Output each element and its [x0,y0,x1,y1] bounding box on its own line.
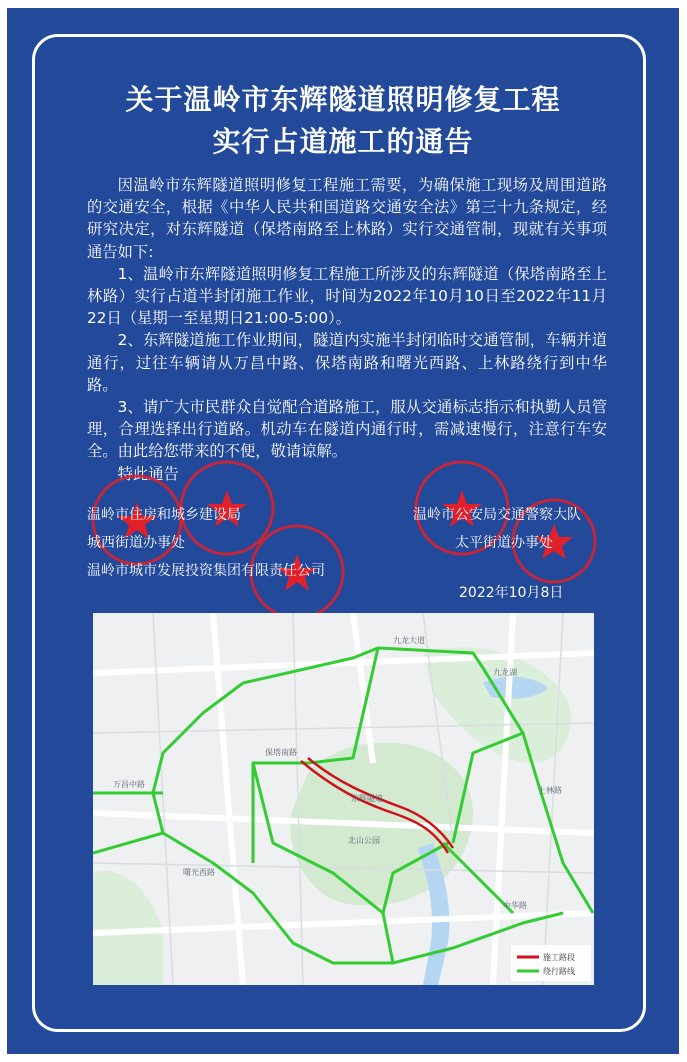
map-label-baota: 保塔南路 [265,748,297,757]
legend-construction: 施工路段 [543,953,575,962]
map-label-jiulong: 九龙大道 [393,636,425,645]
notice-closing: 特此通告 [117,464,179,483]
map-label-lake: 九龙湖 [493,668,517,677]
notice-poster [7,8,679,1054]
map-label-beishan: 北山公园 [348,836,380,845]
map-label-shanglin: 上林路 [538,786,562,795]
notice-body [87,174,607,485]
map-label-tunnel: 东辉隧道 [351,794,383,803]
park-area-icon [423,647,571,763]
detour-map [93,613,594,985]
map-label-zhonghua: 中华路 [503,901,527,910]
notice-date: 2022年10月8日 [459,585,564,601]
notice-paragraph-1: 1、温岭市东辉隧道照明修复工程施工所涉及的东辉隧道（保塔南路至上林路）实行占道半封闭施工作业，时间为2022年10月10日至2022年11月22日（星期一至星期日21:00-5:00）。 [87,264,607,328]
legend-detour: 绕行路线 [543,967,575,976]
signatory-traffic-police: 温岭市公安局交通警察大队 [413,507,581,523]
notice-title-line2: 实行占道施工的通告 [212,125,474,158]
map-label-shuguang: 曙光西路 [183,868,215,877]
notice-title-line1: 关于温岭市东辉隧道照明修复工程 [125,83,561,116]
notice-paragraph-intro: 因温岭市东辉隧道照明修复工程施工需要，为确保施工现场及周围道路的交通安全，根据《中华人民共和国道路交通安全法》第三十九条规定，经研究决定，对东辉隧道（保塔南路至上林路）实行交通管制，现就有关事项通告如下: [87,176,607,261]
map-label-wanchang: 万昌中路 [113,780,145,789]
signatory-housing-bureau: 温岭市住房和城乡建设局 [87,507,241,523]
notice-paragraph-2: 2、东辉隧道施工作业期间，隧道内实施半封闭临时交通管制，车辆并道通行，过往车辆请从万昌中路、保塔南路和曙光西路、上林路绕行到中华路。 [87,331,607,394]
signatory-investment-group: 温岭市城市发展投资集团有限责任公司 [87,563,325,579]
signatory-chengxi-office: 城西街道办事处 [87,535,185,551]
map-canvas [93,613,594,985]
signatory-taiping-office: 太平街道办事处 [455,535,553,551]
notice-paragraph-3: 3、请广大市民群众自觉配合道路施工，服从交通标志指示和执勤人员管理，合理选择出行道路。机动车在隧道内通行时，需减速慢行，注意行车安全。由此给您带来的不便，敬请谅解。 [87,398,607,461]
map-legend [511,945,591,981]
